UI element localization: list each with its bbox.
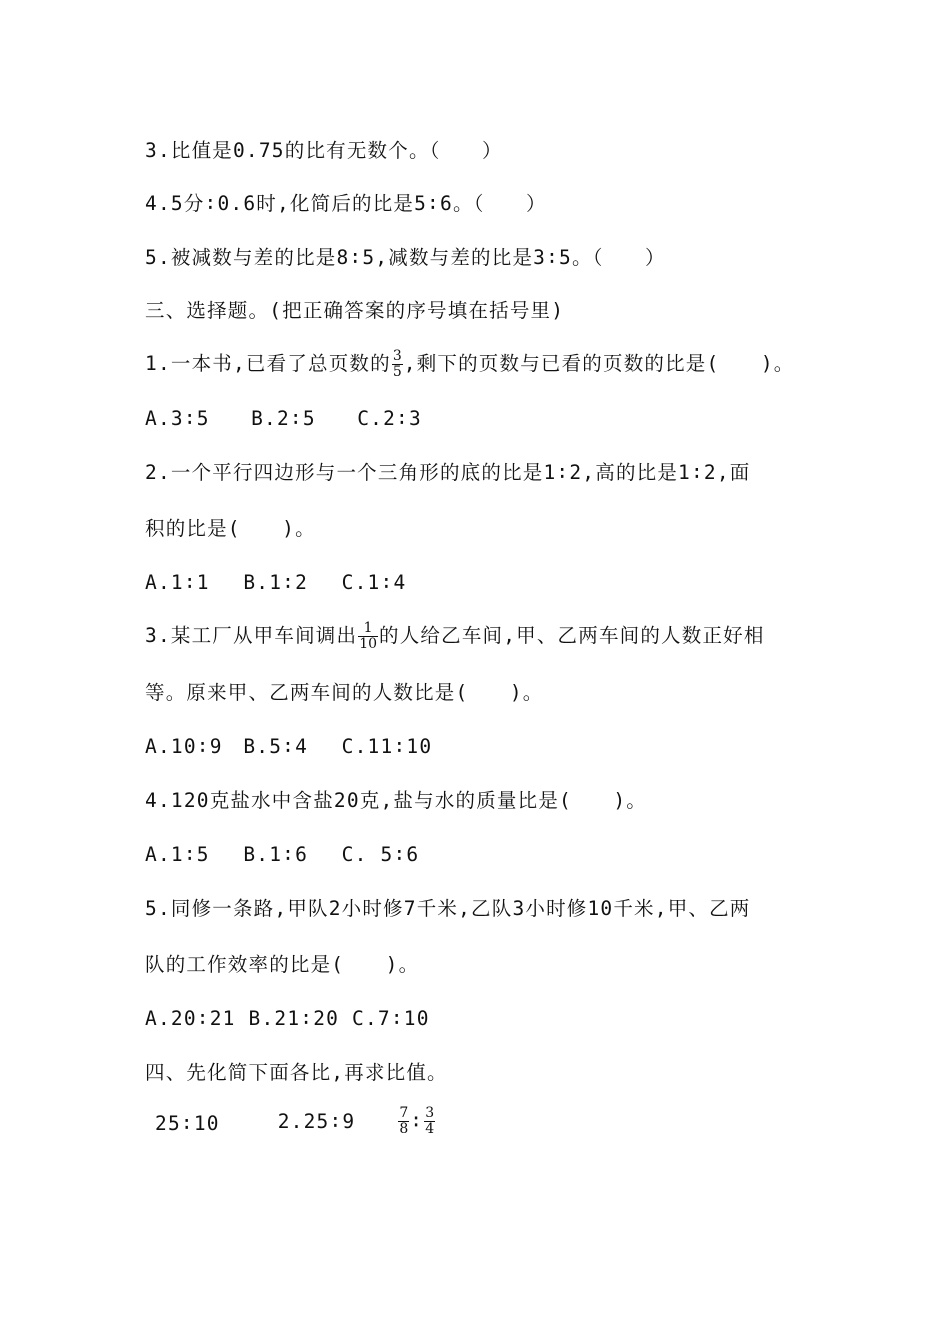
choice-q3-suffix: 的人给乙车间,甲、乙两车间的人数正好相 [379,624,765,647]
fraction-numerator: 7 [399,1105,409,1121]
choice-q3-prefix: 3.某工厂从甲车间调出 [145,624,358,647]
choice-q1-suffix: ,剩下的页数与已看的页数的比是( )。 [403,352,795,375]
choice-q2-line2: 积的比是( )。 [145,517,316,540]
section4-items [155,1106,436,1137]
choice-q5-options: A.20∶21 B.21∶20 C.7∶10 [145,1007,430,1030]
judge-q5: 5.被减数与差的比是8∶5,减数与差的比是3∶5。（ ） [145,246,666,269]
choice-q3-options: A.10∶9 B.5∶4 C.11∶10 [145,735,433,758]
fraction-seven-eighths [398,1106,409,1137]
fraction-numerator: 3 [392,348,402,364]
judge-q4: 4.5分∶0.6时,化简后的比是5∶6。（ ） [145,192,547,215]
fraction-denominator: 10 [359,636,378,652]
choice-q2-options: A.1∶1 B.1∶2 C.1∶4 [145,571,407,594]
choice-q4-line1: 4.120克盐水中含盐20克,盐与水的质量比是( )。 [145,789,648,812]
fraction-denominator: 4 [425,1121,435,1137]
fraction-three-fifths [392,349,403,380]
fraction-numerator: 3 [425,1105,435,1121]
choice-q3-line2: 等。原来甲、乙两车间的人数比是( )。 [145,681,544,704]
judge-q3: 3.比值是0.75的比有无数个。（ ） [145,139,503,162]
choice-q1-prefix: 1.一本书,已看了总页数的 [145,352,391,375]
choice-q3-line1 [145,621,765,652]
fraction-three-quarters [424,1106,435,1137]
fraction-denominator: 5 [392,364,402,380]
choice-q2-line1: 2.一个平行四边形与一个三角形的底的比是1∶2,高的比是1∶2,面 [145,461,751,484]
section3-heading: 三、选择题。(把正确答案的序号填在括号里) [145,299,565,322]
ratio-item-1: 25∶10 [155,1111,220,1135]
section4-heading: 四、先化简下面各比,再求比值。 [145,1061,448,1084]
ratio-item-2: 2.25∶9 [277,1109,356,1133]
ratio-colon: ∶ [410,1109,424,1133]
choice-q1-options: A.3∶5 B.2∶5 C.2∶3 [145,407,422,430]
fraction-denominator: 8 [399,1121,409,1137]
choice-q4-options: A.1∶5 B.1∶6 C. 5∶6 [145,843,420,866]
choice-q1 [145,349,794,380]
choice-q5-line1: 5.同修一条路,甲队2小时修7千米,乙队3小时修10千米,甲、乙两 [145,897,751,920]
fraction-one-tenth [358,621,378,652]
fraction-numerator: 1 [363,620,373,636]
choice-q5-line2: 队的工作效率的比是( )。 [145,953,420,976]
